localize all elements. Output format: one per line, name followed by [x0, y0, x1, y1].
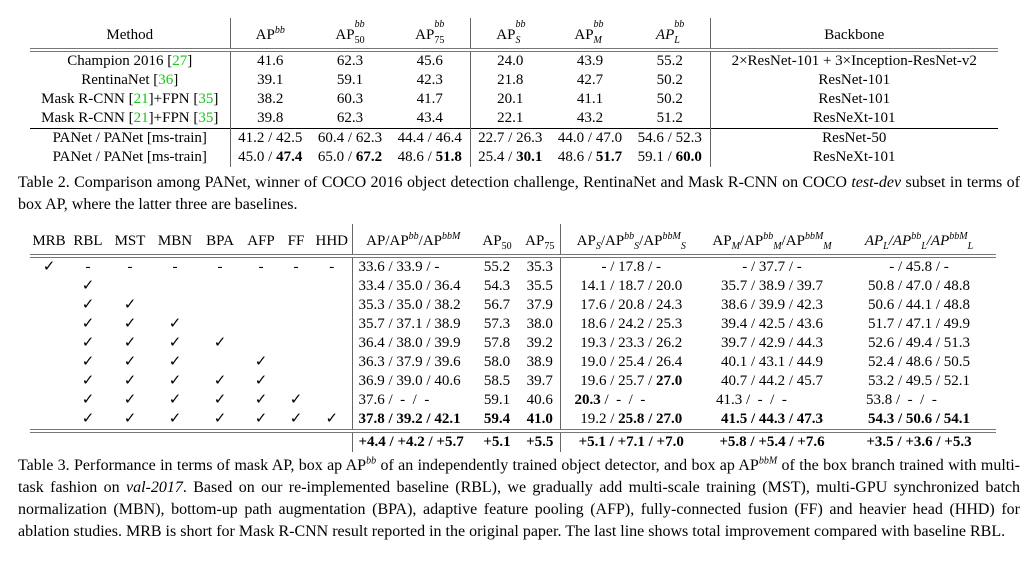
cell: 57.3 — [483, 316, 511, 332]
caption-sup: bb — [366, 455, 377, 467]
flag-cell: ✓ — [213, 411, 227, 427]
flag-cell — [152, 277, 198, 296]
flag-cell: ✓ — [123, 392, 137, 408]
col-aps: $AP_S/AP^{bb}_S/AP^{bbM}_S$ — [560, 224, 702, 256]
cell: 33.4 / 35.0 / 36.4 — [352, 277, 474, 296]
flag-cell — [198, 277, 242, 296]
table-row — [30, 391, 996, 410]
col-ap75-bb: AP bb $_{75}$ — [415, 19, 445, 46]
flag-cell — [280, 334, 312, 353]
flag-cell: ✓ — [81, 354, 95, 370]
cell: 14.1 / 18.7 / 20.0 — [560, 277, 702, 296]
flag-cell: ✓ — [289, 411, 303, 427]
flag-cell — [280, 315, 312, 334]
cell-part-bold: 20.3 — [574, 392, 601, 408]
flag-cell — [242, 315, 280, 334]
flag-cell: ✓ — [213, 373, 227, 389]
cell: 65.0 / 67.2 — [317, 149, 383, 165]
flag-cell: ✓ — [325, 411, 339, 427]
cell: 58.0 — [483, 354, 511, 370]
flag-cell: ✓ — [168, 316, 182, 332]
table-row — [30, 71, 998, 90]
cell-part: 19.2 / — [580, 411, 619, 427]
cell: 33.6 / 33.9 / - — [352, 256, 474, 277]
cell: 55.2 — [483, 259, 511, 275]
flag-cell: - — [258, 259, 264, 275]
caption-italic: val-2017 — [126, 479, 183, 496]
cell: 39.7 — [526, 373, 553, 389]
col-hhd: HHD — [315, 233, 348, 249]
cell: 22.7 / 26.3 — [470, 129, 550, 149]
flag-cell — [152, 296, 198, 315]
cell: 39.8 — [230, 109, 310, 129]
flag-cell — [242, 296, 280, 315]
cell: 48.6 / 51.8 — [397, 149, 462, 165]
table-2-header-row — [30, 18, 998, 50]
method-cell: Mask R-CNN [21]+FPN [35] — [41, 110, 219, 126]
cell: 62.3 — [336, 110, 364, 126]
cell: 50.2 — [656, 72, 683, 88]
cell: 52.6 / 49.4 / 51.3 — [867, 335, 971, 351]
cell: 35.7 / 38.9 / 39.7 — [720, 278, 824, 294]
flag-cell — [30, 372, 68, 391]
cell: 56.7 — [483, 297, 511, 313]
table-3-header-row — [30, 224, 996, 256]
cell: 40.7 / 44.2 / 45.7 — [720, 373, 824, 389]
cell: 41.1 — [576, 91, 604, 107]
cell: 38.2 — [230, 90, 310, 109]
cell: 40.6 — [526, 392, 553, 408]
flag-cell: ✓ — [81, 373, 95, 389]
method-cell: PANet / PANet [ms-train] — [52, 130, 207, 146]
cell: 54.6 / 52.3 — [637, 130, 702, 146]
cell: 39.7 / 42.9 / 44.3 — [720, 335, 824, 351]
cell: 19.0 / 25.4 / 26.4 — [560, 353, 702, 372]
cell: 58.5 — [483, 373, 511, 389]
cell: 35.7 / 37.1 / 38.9 — [352, 315, 474, 334]
cell: 39.1 — [230, 71, 310, 90]
cell: 43.4 — [416, 110, 443, 126]
col-apm: $AP_M/AP^{bb}_M/AP^{bbM}_M$ — [712, 231, 832, 252]
cell: 60.3 — [336, 91, 364, 107]
flag-cell — [312, 334, 352, 353]
table-row — [30, 109, 998, 129]
cell: 54.3 / 50.6 / 54.1 — [867, 411, 971, 427]
flag-cell: ✓ — [168, 354, 182, 370]
col-apl: $AP_L/AP^{bb}_L/AP^{bbM}_L$ — [864, 231, 974, 252]
cell: 50.6 / 44.1 / 48.8 — [867, 297, 971, 313]
table-row — [30, 277, 996, 296]
cell: 62.3 — [336, 53, 364, 69]
table-row — [30, 50, 998, 71]
caption-sup: bbM — [758, 455, 778, 467]
flag-cell: - — [217, 259, 223, 275]
col-apm-bb: AP bb $_M$ — [574, 19, 604, 46]
cell: 50.2 — [656, 91, 683, 107]
col-rbl: RBL — [73, 233, 103, 249]
table-row — [30, 90, 998, 109]
cell-part-bold: 25.8 / 27.0 — [618, 411, 683, 427]
cell: 53.2 / 49.5 / 52.1 — [867, 373, 971, 389]
flag-cell: ✓ — [213, 392, 227, 408]
col-mst: MST — [114, 233, 146, 249]
flag-cell — [312, 277, 352, 296]
table-row — [30, 353, 996, 372]
cell: 59.1 / 60.0 — [637, 149, 702, 165]
caption-italic: test-dev — [851, 174, 902, 191]
flag-cell — [280, 296, 312, 315]
cell: 55.2 — [656, 53, 683, 69]
cell: 22.1 — [470, 109, 550, 129]
flag-cell: ✓ — [168, 335, 182, 351]
cell: 41.3 / - / - — [716, 392, 787, 408]
cell-part: / - / - — [600, 392, 646, 408]
cell: +5.5 — [526, 434, 554, 450]
flag-cell: - — [293, 259, 299, 275]
col-ap50: $AP_{50}$ — [482, 233, 512, 252]
backbone-cell: 2×ResNet-101 + 3×Inception-ResNet-v2 — [710, 50, 998, 71]
flag-cell: ✓ — [254, 354, 268, 370]
improvement-row — [30, 431, 996, 452]
cell: 52.4 / 48.6 / 50.5 — [867, 354, 971, 370]
flag-cell — [30, 353, 68, 372]
cell: 41.7 — [416, 91, 443, 107]
cell: 21.8 — [470, 71, 550, 90]
cell: 50.8 / 47.0 / 48.8 — [867, 278, 971, 294]
flag-cell — [198, 315, 242, 334]
col-ap75: $AP_{75}$ — [525, 233, 555, 252]
flag-cell — [312, 296, 352, 315]
cell: 39.2 — [526, 335, 553, 351]
flag-cell — [312, 315, 352, 334]
empty-cell — [30, 431, 352, 452]
col-mbn: MBN — [157, 233, 193, 249]
flag-cell: ✓ — [168, 392, 182, 408]
col-mrb: MRB — [32, 233, 66, 249]
backbone-cell: ResNet-101 — [710, 71, 998, 90]
flag-cell: ✓ — [123, 297, 137, 313]
col-bpa: BPA — [206, 233, 234, 249]
table-3 — [30, 224, 996, 452]
flag-cell: ✓ — [123, 411, 137, 427]
cell: - / 45.8 / - — [889, 259, 949, 275]
cell: 59.1 — [336, 72, 364, 88]
cell: 54.3 — [483, 278, 511, 294]
flag-cell: ✓ — [81, 297, 95, 313]
cell: - / 17.8 / - — [560, 256, 702, 277]
cell: 44.0 / 47.0 — [557, 130, 623, 146]
flag-cell — [280, 353, 312, 372]
cell: - / 37.7 / - — [742, 259, 802, 275]
cell: 37.6 / - / - — [352, 391, 474, 410]
col-ap50-bb: AP bb $_{50}$ — [335, 19, 365, 46]
flag-cell: ✓ — [289, 392, 303, 408]
table-row — [30, 334, 996, 353]
cell: 38.6 / 39.9 / 42.3 — [720, 297, 824, 313]
cell — [560, 372, 702, 391]
cell: 41.6 — [230, 50, 310, 71]
cell-part: 19.6 / 25.7 / — [580, 373, 657, 389]
cell: +5.1 / +7.1 / +7.0 — [560, 431, 702, 452]
cell: +5.1 — [483, 434, 511, 450]
flag-cell — [280, 372, 312, 391]
cell: 37.9 — [526, 297, 553, 313]
flag-cell — [312, 391, 352, 410]
flag-cell — [30, 410, 68, 431]
cell: 25.4 / 30.1 — [470, 148, 550, 167]
cell: 35.3 — [526, 259, 553, 275]
backbone-cell: ResNeXt-101 — [710, 148, 998, 167]
cell: 57.8 — [483, 335, 511, 351]
cell: 20.1 — [470, 90, 550, 109]
col-aps-bb: AP bb $_S$ — [470, 18, 550, 50]
cell: 35.3 / 35.0 / 38.2 — [352, 296, 474, 315]
cell: 39.4 / 42.5 / 43.6 — [720, 316, 824, 332]
cell: 51.2 — [656, 110, 683, 126]
cell: 53.8 / - / - — [866, 392, 937, 408]
flag-cell — [30, 277, 68, 296]
method-cell: Mask R-CNN [21]+FPN [35] — [41, 91, 219, 107]
flag-cell: ✓ — [254, 411, 268, 427]
table-row — [30, 315, 996, 334]
cell: 24.0 — [470, 50, 550, 71]
col-backbone: Backbone — [710, 18, 998, 50]
cell: 41.2 / 42.5 — [230, 129, 310, 149]
flag-cell: ✓ — [81, 411, 95, 427]
flag-cell — [242, 277, 280, 296]
flag-cell: - — [172, 259, 178, 275]
table-row — [30, 410, 996, 431]
table-row — [30, 296, 996, 315]
cell: 45.6 — [416, 53, 443, 69]
cell: 44.4 / 46.4 — [397, 130, 462, 146]
flag-cell — [30, 296, 68, 315]
cell: 60.4 / 62.3 — [317, 130, 383, 146]
flag-cell: ✓ — [42, 259, 56, 275]
cell: 35.5 — [526, 278, 553, 294]
cell: 51.7 / 47.1 / 49.9 — [867, 316, 971, 332]
cell: 36.3 / 37.9 / 39.6 — [352, 353, 474, 372]
flag-cell — [30, 315, 68, 334]
cell — [560, 410, 702, 431]
flag-cell: ✓ — [81, 316, 95, 332]
table-row — [30, 256, 996, 277]
table-2-caption — [18, 172, 1020, 216]
flag-cell: ✓ — [123, 354, 137, 370]
flag-cell: ✓ — [213, 335, 227, 351]
cell: 38.9 — [526, 354, 553, 370]
cell: +3.5 / +3.6 / +5.3 — [866, 434, 972, 450]
flag-cell — [280, 277, 312, 296]
table-row — [30, 129, 998, 149]
cell: 43.9 — [576, 53, 604, 69]
flag-cell: ✓ — [254, 373, 268, 389]
cell: 37.8 / 39.2 / 42.1 — [352, 410, 474, 431]
table-row — [30, 372, 996, 391]
flag-cell — [30, 334, 68, 353]
flag-cell: ✓ — [81, 278, 95, 294]
cell: 40.1 / 43.1 / 44.9 — [720, 354, 824, 370]
cell: 45.0 / 47.4 — [230, 148, 310, 167]
flag-cell: ✓ — [81, 392, 95, 408]
cell: 19.3 / 23.3 / 26.2 — [560, 334, 702, 353]
cell: 36.4 / 38.0 / 39.9 — [352, 334, 474, 353]
cell: 48.6 / 51.7 — [557, 149, 623, 165]
flag-cell: ✓ — [123, 373, 137, 389]
caption-text: . Based on our re-implemented baseline (RBL), we gradually add multi-scale training (MST), multi-GPU synchronized batch normalization (MBN), bottom-up path augmentation (BPA), adaptive feature pooling (AFP), fully-connected fusion (FF) and heavier head (HHD) for ablation studies. MRB is short for Mask R-CNN result reported in the original paper. The last line shows total improvement compared with baseline RBL. — [18, 479, 1021, 540]
col-ff: FF — [287, 233, 305, 249]
flag-cell — [108, 277, 152, 296]
flag-cell: ✓ — [168, 373, 182, 389]
flag-cell — [30, 391, 68, 410]
caption-text: Table 2. Comparison among PANet, winner of COCO 2016 object detection challenge, RentinaNet and Mask R-CNN on COCO — [18, 174, 852, 191]
cell: 59.4 — [483, 411, 511, 427]
table-3-caption — [18, 455, 1020, 543]
caption-text: of an independently trained object detector, and box ap AP — [376, 457, 759, 474]
cell: 36.9 / 39.0 / 40.6 — [352, 372, 474, 391]
table-2 — [30, 18, 998, 167]
col-apl-bb: AP bb $_L$ — [655, 19, 685, 46]
cell — [560, 391, 702, 410]
caption-text: of the box branch trained with multi-task fashion on — [18, 457, 1020, 496]
flag-cell: ✓ — [81, 335, 95, 351]
flag-cell — [198, 296, 242, 315]
backbone-cell: ResNet-50 — [710, 129, 998, 149]
col-ap-bb: $AP^{bb}$ — [230, 18, 310, 50]
table-row — [30, 148, 998, 167]
cell: 18.6 / 24.2 / 25.3 — [560, 315, 702, 334]
flag-cell — [312, 372, 352, 391]
cell: 42.3 — [416, 72, 443, 88]
cell: 59.1 — [483, 392, 511, 408]
flag-cell — [242, 334, 280, 353]
cell: 17.6 / 20.8 / 24.3 — [560, 296, 702, 315]
col-afp: AFP — [247, 233, 275, 249]
flag-cell: ✓ — [168, 411, 182, 427]
backbone-cell: ResNet-101 — [710, 90, 998, 109]
cell: 43.2 — [576, 110, 604, 126]
flag-cell: ✓ — [123, 335, 137, 351]
cell: 41.5 / 44.3 / 47.3 — [720, 411, 824, 427]
caption-text: subset in terms of box AP, where the latter three are baselines. — [18, 174, 1020, 213]
cell: 38.0 — [526, 316, 553, 332]
flag-cell — [198, 353, 242, 372]
method-cell: RentinaNet [36] — [81, 72, 179, 88]
backbone-cell: ResNeXt-101 — [710, 109, 998, 129]
flag-cell — [312, 353, 352, 372]
col-method: Method — [106, 27, 154, 43]
flag-cell: - — [127, 259, 133, 275]
cell-part-bold: 27.0 — [656, 373, 683, 389]
cell: 42.7 — [576, 72, 604, 88]
caption-text: Table 3. Performance in terms of mask AP, box ap AP — [18, 457, 367, 474]
method-cell: PANet / PANet [ms-train] — [52, 149, 207, 165]
cell: +5.8 / +5.4 / +7.6 — [719, 434, 825, 450]
method-cell: Champion 2016 [27] — [67, 53, 193, 69]
flag-cell: - — [329, 259, 335, 275]
flag-cell: ✓ — [123, 316, 137, 332]
flag-cell: ✓ — [254, 392, 268, 408]
flag-cell: - — [85, 259, 91, 275]
col-ap: $AP/AP^{bb}/AP^{bbM}$ — [352, 224, 474, 256]
cell: +4.4 / +4.2 / +5.7 — [352, 431, 474, 452]
cell: 41.0 — [526, 411, 553, 427]
